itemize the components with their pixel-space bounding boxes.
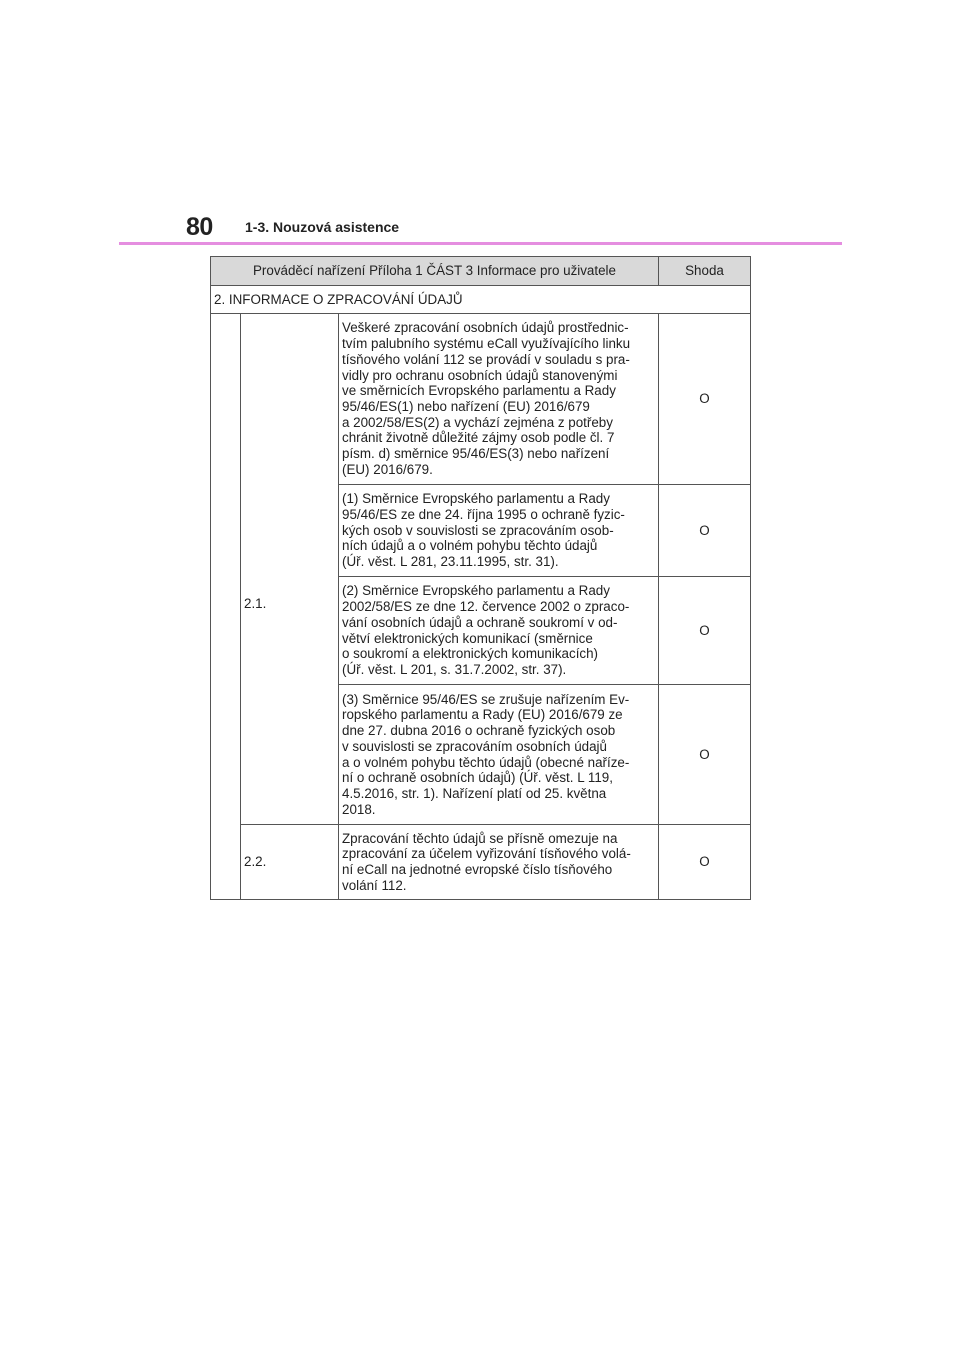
blank-index-cell	[211, 314, 241, 900]
regulation-table	[210, 256, 751, 900]
page-number: 80	[186, 213, 213, 241]
compliance-mark: O	[659, 577, 751, 685]
compliance-mark: O	[659, 485, 751, 577]
column-header-compliance: Shoda	[659, 257, 751, 286]
compliance-mark: O	[659, 314, 751, 485]
header-rule	[119, 242, 842, 245]
requirement-text: Veškeré zpracování osobních údajů prostřednic- tvím palubního systému eCall využívajícího linku tísňového volání 112 se provádí v souladu s pra- vidly pro ochranu osobních údajů stanovenými ve směrnicích Evropského parlamentu a Rady 95/46/ES(1) nebo nařízení (EU) 2016/679 a 2002/58/ES(2) a vychází zejména z potřeby chránit životně důležité zájmy osob podle čl. 7 písm. d) směrnice 95/46/ES(3) nebo nařízení (EU) 2016/679.	[339, 314, 659, 485]
column-header-regulation: Prováděcí nařízení Příloha 1 ČÁST 3 Informace pro uživatele	[211, 257, 659, 286]
requirement-text: (2) Směrnice Evropského parlamentu a Rady 2002/58/ES ze dne 12. července 2002 o zpraco- vání osobních údajů a ochraně soukromí v od- větví elektronických komunikací (směrnice o soukromí a elektronických komunikacích) (Úř. věst. L 201, s. 31.7.2002, str. 37).	[339, 577, 659, 685]
item-number: 2.1.	[241, 314, 339, 825]
table-header-row	[211, 257, 751, 286]
compliance-mark: O	[659, 685, 751, 825]
section-title: 1-3. Nouzová asistence	[245, 219, 400, 235]
requirement-text: (1) Směrnice Evropského parlamentu a Rady 95/46/ES ze dne 24. října 1995 o ochraně fyzic- kých osob v souvislosti se zpracováním osob- ních údajů a o volném pohybu těchto údajů (Úř. věst. L 281, 23.11.1995, str. 31).	[339, 485, 659, 577]
table-row	[211, 825, 751, 900]
requirement-text: Zpracování těchto údajů se přísně omezuje na zpracování za účelem vyřizování tísňového volá- ní eCall na jednotné evropské číslo tísňového volání 112.	[339, 825, 659, 900]
item-number: 2.2.	[241, 825, 339, 900]
section-heading: 2. INFORMACE O ZPRACOVÁNÍ ÚDAJŮ	[211, 286, 751, 314]
requirement-text: (3) Směrnice 95/46/ES se zrušuje nařízením Ev- ropského parlamentu a Rady (EU) 2016/679 ze dne 27. dubna 2016 o ochraně fyzických osob v souvislosti se zpracováním osobních údajů a o volném pohybu těchto údajů (obecné naříze- ní o ochraně osobních údajů) (Úř. věst. L 119, 4.5.2016, str. 1). Nařízení platí od 25. května 2018.	[339, 685, 659, 825]
section-heading-row	[211, 286, 751, 314]
compliance-mark: O	[659, 825, 751, 900]
table-row	[211, 314, 751, 485]
